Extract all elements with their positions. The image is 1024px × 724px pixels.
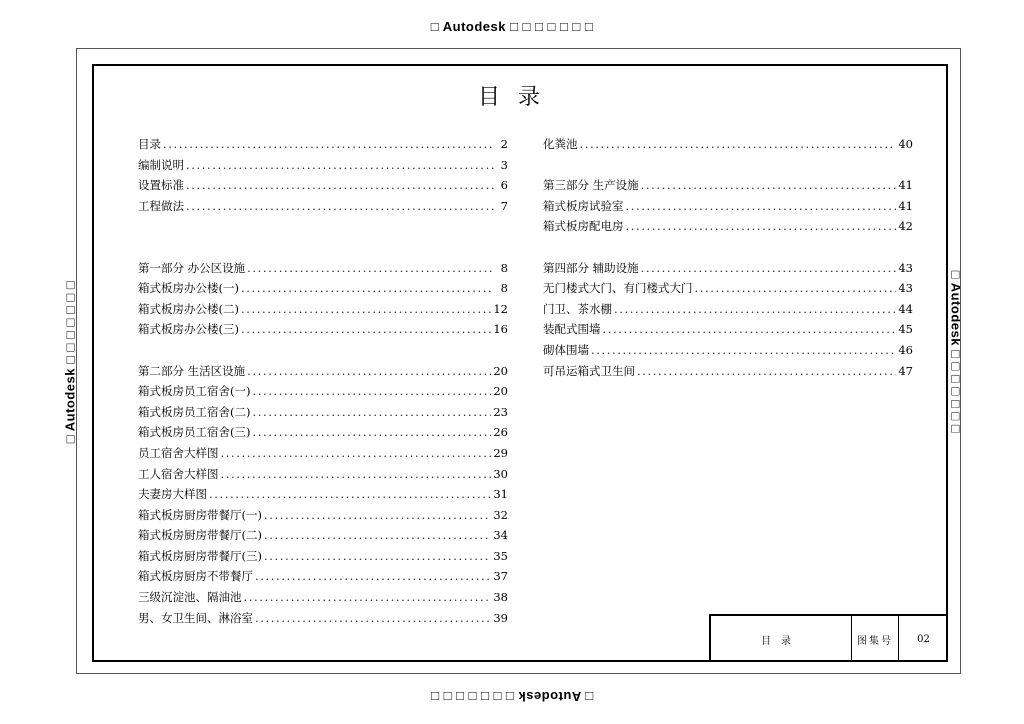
toc-entry-page: 40: [898, 137, 913, 151]
toc-entry[interactable]: [138, 134, 508, 155]
watermark-bottom: □ Autodesk □ □ □ □ □ □ □: [430, 689, 594, 704]
toc-entry[interactable]: [138, 505, 508, 526]
toc-entry[interactable]: [138, 258, 508, 279]
toc-entry-title: 第四部分 辅助设施: [543, 260, 639, 275]
toc-entry-title: 设置标准: [138, 178, 184, 193]
toc-leader-dots: [252, 381, 491, 402]
toc-entry[interactable]: [138, 175, 508, 196]
toc-entry[interactable]: [138, 443, 508, 464]
toc-entry-page: 26: [493, 425, 508, 440]
toc-entry-title: 箱式板房配电房: [543, 219, 624, 234]
toc-entry-title: 员工宿舍大样图: [138, 445, 219, 460]
toc-entry-title: 工程做法: [138, 198, 184, 213]
toc-entry-page: 45: [898, 322, 913, 337]
title-block-label: 图集号: [851, 616, 899, 662]
toc-entry[interactable]: [138, 422, 508, 443]
toc-entry-title: 三级沉淀池、隔油池: [138, 590, 242, 605]
toc-leader-dots: [255, 608, 491, 629]
toc-spacer: [138, 216, 508, 237]
toc-entry-page: 8: [500, 260, 508, 275]
watermark-left: □ Autodesk □ □ □ □ □ □ □: [62, 280, 78, 444]
toc-entry-page: 2: [500, 137, 508, 151]
toc-entry[interactable]: [138, 464, 508, 485]
toc-entry[interactable]: [543, 299, 913, 320]
toc-entry-page: 20: [493, 384, 508, 399]
toc-entry-title: 可吊运箱式卫生间: [543, 363, 635, 378]
toc-entry[interactable]: [138, 155, 508, 176]
toc-entry-page: 8: [500, 281, 508, 296]
title-block: [709, 614, 948, 662]
toc-leader-dots: [241, 319, 491, 340]
toc-leader-dots: [241, 299, 491, 320]
toc-entry-page: 41: [898, 178, 913, 193]
toc-leader-dots: [244, 587, 492, 608]
toc-leader-dots: [641, 258, 897, 279]
toc-spacer: [543, 155, 913, 176]
toc-leader-dots: [614, 299, 896, 320]
toc-entry-page: 20: [493, 363, 508, 378]
toc-leader-dots: [247, 361, 491, 382]
toc-leader-dots: [264, 546, 491, 567]
title-block-name: 目录: [761, 635, 801, 647]
toc-entry-title: 第三部分 生产设施: [543, 178, 639, 193]
page-title: 目录: [478, 85, 559, 110]
toc-entry[interactable]: [138, 484, 508, 505]
toc-leader-dots: [626, 216, 897, 237]
toc-leader-dots: [247, 258, 494, 279]
toc-entry-title: 第二部分 生活区设施: [138, 363, 246, 378]
toc-entry-page: 37: [493, 569, 508, 584]
toc-leader-dots: [641, 175, 897, 196]
toc-entry-page: 30: [493, 466, 508, 481]
toc-leader-dots: [221, 464, 492, 485]
toc-leader-dots: [252, 422, 491, 443]
toc-entry[interactable]: [543, 196, 913, 217]
toc-entry-page: 44: [898, 301, 913, 316]
toc-entry-title: 第一部分 办公区设施: [138, 260, 246, 275]
toc-entry[interactable]: [543, 278, 913, 299]
toc-entry[interactable]: [138, 299, 508, 320]
toc-entry[interactable]: [543, 340, 913, 361]
toc-leader-dots: [255, 566, 491, 587]
toc-leader-dots: [186, 155, 494, 176]
toc-entry-page: 38: [493, 590, 508, 605]
toc-entry[interactable]: [138, 566, 508, 587]
toc-entry[interactable]: [138, 546, 508, 567]
toc-leader-dots: [186, 175, 494, 196]
toc-spacer: [138, 237, 508, 258]
toc-entry[interactable]: [138, 361, 508, 382]
toc-entry-page: 31: [493, 487, 508, 502]
toc-entry-page: 42: [898, 219, 913, 234]
toc-entry-title: 箱式板房厨房带餐厅(一): [138, 507, 262, 522]
toc-leader-dots: [186, 196, 494, 217]
toc-column-left: [138, 134, 508, 628]
toc-spacer: [138, 340, 508, 361]
title-block-number: 02: [917, 633, 930, 645]
toc-entry-title: 箱式板房员工宿舍(二): [138, 404, 251, 419]
toc-entry-title: 编制说明: [138, 157, 184, 172]
toc-leader-dots: [603, 319, 897, 340]
watermark-top: □ Autodesk □ □ □ □ □ □ □: [430, 19, 594, 34]
toc-leader-dots: [252, 402, 491, 423]
toc-entry-page: 41: [898, 198, 913, 213]
toc-entry-title: 箱式板房员工宿舍(一): [138, 384, 251, 399]
toc-entry-title: 箱式板房办公楼(二): [138, 301, 239, 316]
toc-entry-title: 无门楼式大门、有门楼式大门: [543, 281, 693, 296]
toc-entry-title: 箱式板房办公楼(三): [138, 322, 239, 337]
toc-entry[interactable]: [138, 402, 508, 423]
toc-entry-title: 目录: [138, 137, 161, 151]
toc-entry-page: 46: [898, 342, 913, 357]
toc-entry-page: 12: [493, 301, 508, 316]
toc-leader-dots: [209, 484, 491, 505]
toc-entry[interactable]: [543, 175, 913, 196]
toc-entry[interactable]: [543, 134, 913, 155]
toc-entry[interactable]: [138, 196, 508, 217]
toc-entry-page: 34: [493, 528, 508, 543]
toc-entry-page: 3: [500, 157, 508, 172]
toc-leader-dots: [264, 505, 491, 526]
toc-entry-page: 35: [493, 548, 508, 563]
toc-entry-page: 43: [898, 281, 913, 296]
toc-entry[interactable]: [138, 278, 508, 299]
toc-entry-title: 夫妻房大样图: [138, 487, 207, 502]
toc-leader-dots: [637, 361, 896, 382]
toc-column-right: [543, 134, 913, 381]
toc-entry-title: 箱式板房办公楼(一): [138, 281, 239, 296]
toc-leader-dots: [591, 340, 896, 361]
toc-entry-page: 47: [898, 363, 913, 378]
toc-leader-dots: [695, 278, 897, 299]
toc-entry[interactable]: [138, 381, 508, 402]
toc-entry-page: 7: [500, 198, 508, 213]
toc-leader-dots: [264, 525, 491, 546]
toc-leader-dots: [580, 134, 897, 155]
toc-entry-title: 男、女卫生间、淋浴室: [138, 610, 253, 625]
toc-entry-page: 29: [493, 445, 508, 460]
toc-entry[interactable]: [543, 216, 913, 237]
toc-entry-page: 43: [898, 260, 913, 275]
toc-entry-title: 箱式板房厨房带餐厅(二): [138, 528, 262, 543]
toc-entry[interactable]: [138, 525, 508, 546]
toc-entry[interactable]: [138, 319, 508, 340]
toc-entry-title: 箱式板房员工宿舍(三): [138, 425, 251, 440]
toc-leader-dots: [163, 134, 494, 155]
toc-entry-title: 化粪池: [543, 137, 578, 151]
toc-leader-dots: [626, 196, 897, 217]
watermark-right: □ Autodesk □ □ □ □ □ □ □: [948, 270, 964, 434]
toc-entry[interactable]: [138, 587, 508, 608]
toc-entry-page: 6: [500, 178, 508, 193]
toc-entry[interactable]: [543, 258, 913, 279]
toc-entry[interactable]: [543, 361, 913, 382]
toc-entry-page: 32: [493, 507, 508, 522]
toc-entry-title: 工人宿舍大样图: [138, 466, 219, 481]
toc-entry-page: 39: [493, 610, 508, 625]
toc-entry-page: 23: [493, 404, 508, 419]
toc-entry-title: 装配式围墙: [543, 322, 601, 337]
toc-entry-page: 16: [493, 322, 508, 337]
toc-entry[interactable]: [138, 608, 508, 629]
toc-entry-title: 砌体围墙: [543, 342, 589, 357]
toc-entry-title: 箱式板房厨房带餐厅(三): [138, 548, 262, 563]
toc-leader-dots: [221, 443, 492, 464]
toc-entry-title: 箱式板房厨房不带餐厅: [138, 569, 253, 584]
toc-spacer: [543, 237, 913, 258]
toc-entry[interactable]: [543, 319, 913, 340]
toc-leader-dots: [241, 278, 494, 299]
toc-entry-title: 门卫、茶水棚: [543, 301, 612, 316]
toc-entry-title: 箱式板房试验室: [543, 198, 624, 213]
